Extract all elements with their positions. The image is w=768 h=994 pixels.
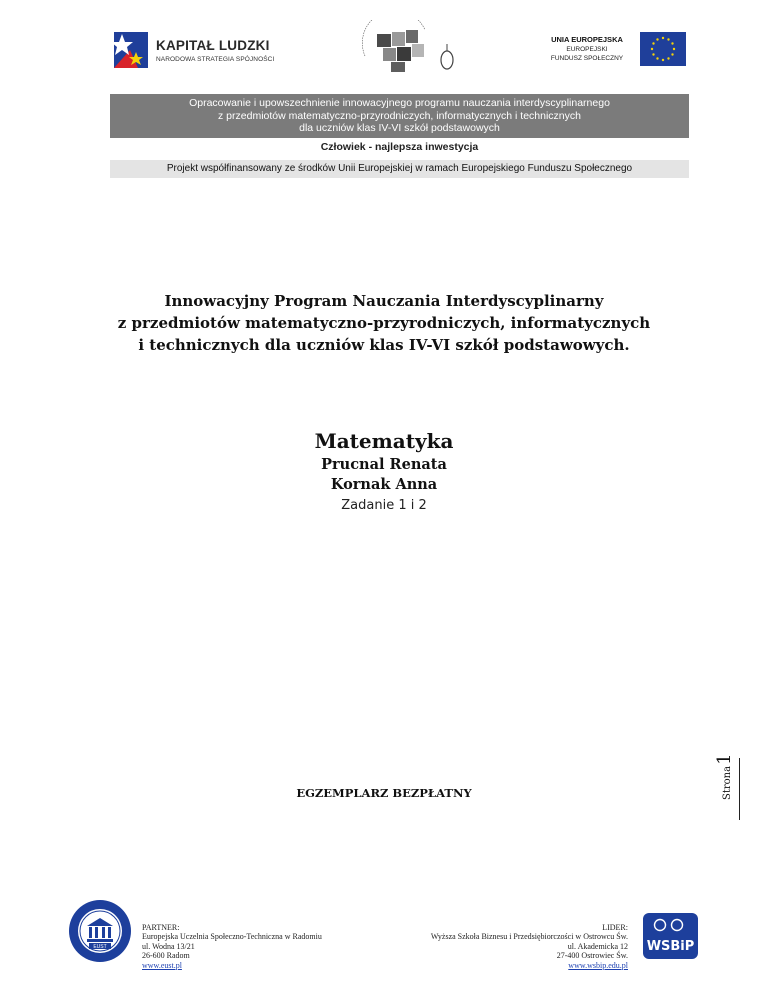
partner-name: Europejska Uczelnia Społeczno-Techniczna w Radomiu xyxy=(142,932,322,942)
partner-label: PARTNER: xyxy=(142,923,180,932)
eu-line-3: FUNDUSZ SPOŁECZNY xyxy=(550,55,624,62)
university-seal-icon xyxy=(67,898,133,964)
lider-city: 27-400 Ostrowiec Św. xyxy=(556,951,628,961)
banner-line-1: Opracowanie i upowszechnienie innowacyjnego programu nauczania interdyscyplinarnego xyxy=(189,97,610,109)
page-number-rule xyxy=(739,758,740,820)
free-copy-label: EGZEMPLARZ BEZPŁATNY xyxy=(296,786,472,800)
author-2: Kornak Anna xyxy=(330,476,438,493)
lider-block xyxy=(431,923,628,970)
kapital-ludzki-title: KAPITAŁ LUDZKI xyxy=(156,38,270,53)
eust-seal-logo xyxy=(67,898,133,964)
partner-block xyxy=(142,923,322,970)
kapital-ludzki-emblem-icon xyxy=(112,28,152,72)
document-title-line-2: z przedmiotów matematyczno-przyrodniczych, informatycznych xyxy=(117,314,651,332)
lider-label: LIDER: xyxy=(602,923,628,932)
wsbip-logo xyxy=(643,913,698,959)
page-number-value: 1 xyxy=(714,753,735,765)
document-title xyxy=(0,290,768,356)
slogan: Człowiek - najlepsza inwestycja xyxy=(320,141,479,153)
project-banner xyxy=(110,94,689,138)
document-title-line-1: Innowacyjny Program Nauczania Interdyscyplinarny xyxy=(164,292,604,310)
task-label: Zadanie 1 i 2 xyxy=(341,498,427,513)
document-title-line-3: i technicznych dla uczniów klas IV-VI szkół podstawowych. xyxy=(138,336,630,354)
project-puzzle-logo xyxy=(355,20,467,76)
subject-heading: Matematyka xyxy=(314,429,454,453)
eu-logo xyxy=(542,30,687,70)
eust-badge-text: EUST xyxy=(93,944,107,950)
banner-line-3: dla uczniów klas IV-VI szkół podstawowych xyxy=(299,122,500,134)
lider-link[interactable]: www.wsbip.edu.pl xyxy=(568,960,628,970)
kapital-ludzki-logo xyxy=(112,28,292,72)
eu-line-1: UNIA EUROPEJSKA xyxy=(551,35,623,44)
author-1: Prucnal Renata xyxy=(321,456,447,473)
partner-street: ul. Wodna 13/21 xyxy=(142,941,195,951)
lider-street: ul. Akademicka 12 xyxy=(567,941,628,951)
page-label: Strona xyxy=(722,765,733,800)
eu-flag-icon xyxy=(640,32,686,66)
partner-city: 26-600 Radom xyxy=(142,951,190,961)
lider-name: Wyższa Szkoła Biznesu i Przedsiębiorczości w Ostrowcu Św. xyxy=(430,932,628,942)
wsbip-emblem-icon xyxy=(643,913,698,959)
wsbip-badge-text: WSBiP xyxy=(646,939,695,954)
page-number xyxy=(714,746,734,800)
kapital-ludzki-subtitle: NARODOWA STRATEGIA SPÓJNOŚCI xyxy=(156,56,275,63)
partner-link[interactable]: www.eust.pl xyxy=(142,960,182,970)
cofinancing-note: Projekt współfinansowany ze środków Unii Europejskiej w ramach Europejskiego Funduszu Społecznego xyxy=(110,160,689,178)
banner-line-2: z przedmiotów matematyczno-przyrodniczych, informatycznych i technicznych xyxy=(218,109,581,122)
puzzle-icon xyxy=(355,20,467,76)
eu-line-2: EUROPEJSKI xyxy=(566,46,608,53)
